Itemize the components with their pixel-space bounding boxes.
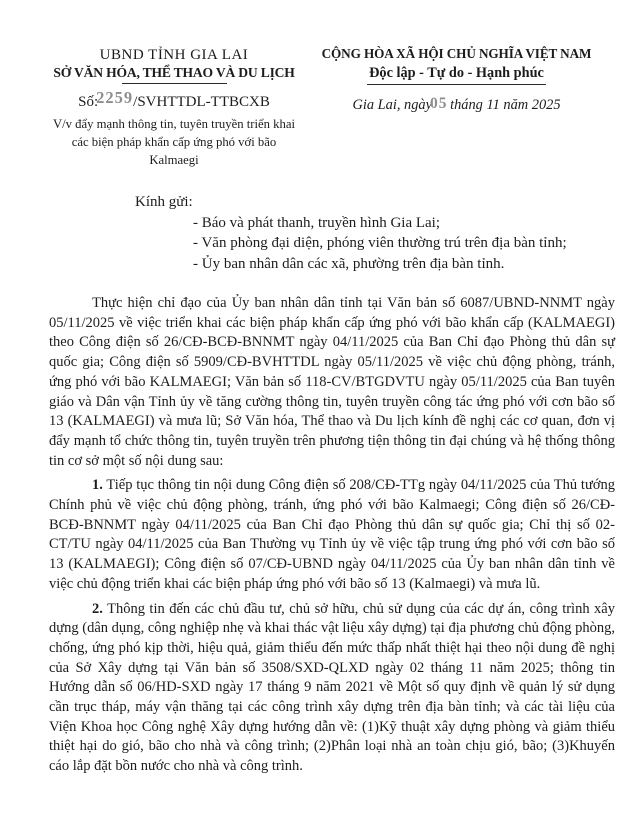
national-motto: Độc lập - Tự do - Hạnh phúc (367, 64, 546, 85)
national-header-block (318, 46, 615, 170)
doc-number-suffix: /SVHTTDL-TTBCXB (133, 94, 270, 110)
document-header (30, 46, 615, 170)
numbered-paragraph: 2. Thông tin đến các chủ đầu tư, chủ sở hữu, chủ sử dụng của các dự án, công trình xây dựng (dân dụng, công nghiệp nhẹ và khai thác vật liệu xây dựng) tại địa phương chủ động phòng, chống, ứng phó kịp thời, hiệu quả, giảm thiểu đến mức thấp nhất thiệt hại theo nội dung đề nghị của Sở Xây dựng tại Văn bản số 3508/SXD-QLXD ngày 02 tháng 11 năm 2025; thông tin Hướng dẫn số 06/HD-SXD ngày 17 tháng 9 năm 2021 về Một số quy định về quản lý sử dụng cần trục tháp, máy vận thăng tại các công trình xây dựng trên địa bàn tỉnh; và các tài liệu của Viện Khoa học Công nghệ Xây dựng hướng dẫn về: (1)Kỹ thuật xây dựng phòng và giảm thiểu thiệt hại do gió, bão cho nhà và công trình; (2)Phân loại nhà an toàn chịu gió, bão; (3)Khuyến cáo lắp đặt bồn nước cho nhà và công trình. (49, 600, 616, 775)
recipients-block (49, 192, 615, 275)
numbered-paragraph: 1. Tiếp tục thông tin nội dung Công điện số 208/CĐ-TTg ngày 04/11/2025 của Thủ tướng Chính phủ về việc chủ động phòng, tránh, ứng phó với bão Kalmaegi; Công điện số 26/CĐ-BCĐ-BNNMT ngày 04/11/2025 của Ban Chỉ đạo Phòng thủ dân sự quốc gia; Chỉ thị số 02-CT/TU ngày 04/11/2025 của Ban Thường vụ Tỉnh ủy về việc tập trung ứng phó với cơn bão số 13 (KALMAEGI); Công điện số 07/CĐ-UBND ngày 04/11/2025 của Ủy ban nhân dân tỉnh về việc chủ động triển khai các biện pháp ứng phó với bão số 13 (Kalmaegi) và mưa lũ. (49, 477, 615, 592)
doc-number-stamp: 2259 (96, 88, 134, 107)
date-suffix: tháng 11 năm 2025 (446, 97, 561, 113)
parent-org-name: UBND TỈNH GIA LAI (99, 47, 249, 63)
paragraph: Thực hiện chỉ đạo của Ủy ban nhân dân tỉnh tại Văn bản số 6087/UBND-NNMT ngày 05/11/2025 về việc triển khai các biện pháp khẩn cấp ứng phó với bão khẩn cấp (KALMAEGI) theo Công điện số 26/CĐ-BCĐ-BNNMT ngày 04/11/2025 của Ban Chỉ đạo Phòng thủ dân sự quốc gia; Công điện số 5909/CĐ-BVHTTDL ngày 05/11/2025 về việc chủ động phòng, tránh, ứng phó với bão KALMAEGI; Văn bản số 118-CV/BTGDVTU ngày 05/11/2025 của Ban tuyên giáo và Dân vận Tỉnh ủy về tăng cường thông tin, tuyên truyền công tác ứng phó với cơn bão số 13 (KALMAEGI) và mưa lũ; Sở Văn hóa, Thể thao và Du lịch kính đề nghị các cơ quan, đơn vị đẩy mạnh tổ chức thông tin, tuyên truyền trên phương tiện thông tin đại chúng và hệ thống thông tin cơ sở một số nội dung sau: (49, 295, 615, 469)
recipient-item: - Báo và phát thanh, truyền hình Gia Lai; (193, 214, 441, 231)
doc-number-label: Số: (78, 94, 99, 110)
doc-subject: V/v đẩy mạnh thông tin, tuyên truyền triển khai các biện pháp khẩn cấp ứng phó với bão Kalmaegi (52, 117, 296, 168)
date-line (318, 96, 595, 114)
recipient-item: - Ủy ban nhân dân các xã, phường trên địa bàn tỉnh. (193, 256, 505, 273)
recipient-list (49, 213, 615, 275)
issuing-org-block (30, 46, 318, 170)
recipients-label: Kính gửi: (135, 193, 193, 210)
paragraph-number: 2. (92, 600, 103, 617)
recipient-item: - Văn phòng đại diện, phóng viên thường trú trên địa bàn tỉnh; (193, 235, 567, 252)
motto-row (318, 62, 595, 85)
date-prefix: Gia Lai, ngày (352, 97, 432, 113)
org-underline (122, 83, 227, 84)
document-body (49, 294, 615, 777)
org-name: SỞ VĂN HÓA, THỂ THAO VÀ DU LỊCH (53, 65, 295, 80)
date-day-stamp: 05 (430, 95, 448, 112)
paragraph-number: 1. (92, 477, 103, 494)
national-title: CỘNG HÒA XÃ HỘI CHỦ NGHĨA VIỆT NAM (321, 46, 592, 61)
doc-number-line (30, 88, 318, 112)
